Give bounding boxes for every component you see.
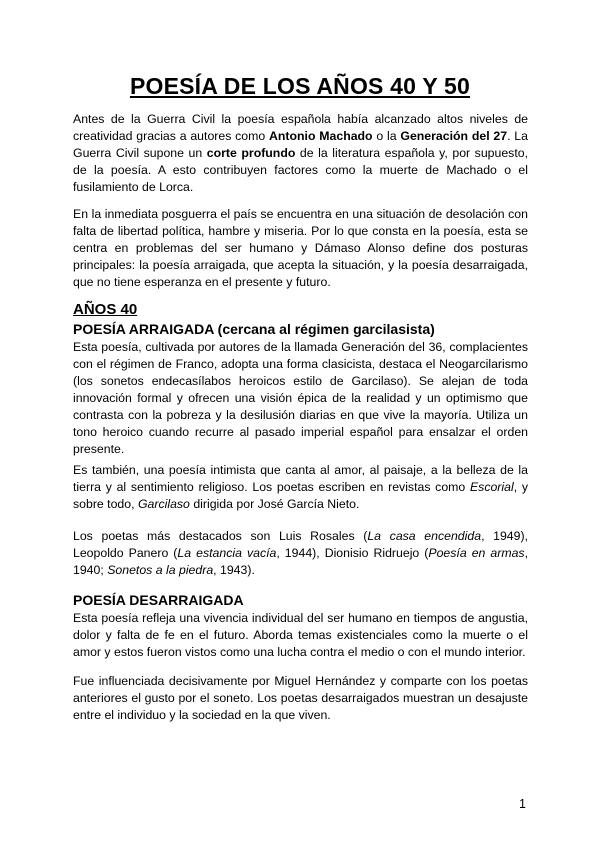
text-run: Es también, una poesía intimista que canta al amor, al paisaje, a la belleza de la tierra y al sentimiento religioso. Los poetas escriben en revistas como [73,463,528,494]
italic-text: La casa encendida [367,529,482,543]
desarraigada-paragraph-1: Esta poesía refleja una vivencia individual del ser humano en tiempos de angustia, dolor y falta de fe en el futuro. Aborda temas existenciales como la muerte o el amor y estos fueron vistos como una lucha contra el medio o con el mundo interior. [73,611,528,659]
italic-text: Escorial [469,480,514,494]
page-title: POESÍA DE LOS AÑOS 40 Y 50 [129,73,471,99]
text-run: , y sobre todo, [73,480,528,511]
bold-text: Generación del 27 [400,129,508,143]
text-run: , 1940; [73,546,528,577]
text-run: , 1949), Leopoldo Panero ( [73,529,528,560]
arraigada-paragraph-3 [73,528,528,579]
page-number: 1 [519,797,526,811]
arraigada-paragraph-2 [73,462,528,513]
text-run: Antes de la Guerra Civil la poesía española había alcanzado altos niveles de creatividad gracias a autores como [73,112,528,143]
intro-paragraph-1 [73,111,528,196]
subheading-poesia-arraigada: POESÍA ARRAIGADA (cercana al régimen garcilasista) [73,321,435,337]
intro-paragraph-2: En la inmediata posguerra el país se encuentra en una situación de desolación con falta de libertad política, hambre y miseria. Por lo que consta en la poesía, esta se centra en problemas del ser humano y Dámaso Alonso define dos posturas principales: la poesía arraigada, que acepta la situación, y la poesía desarraigada, que no tiene esperanza en el presente y futuro. [73,207,528,289]
italic-text: Poesía en armas [428,546,525,560]
desarraigada-paragraph-2: Fue influenciada decisivamente por Miguel Hernández y comparte con los poetas anteriores el gusto por el soneto. Los poetas desarraigados muestran un desajuste entre el individuo y la sociedad en la que viven. [73,674,528,722]
italic-text: Garcilaso [137,497,190,511]
text-run: de la literatura española y, por supuesto, de la poesía. A esto contribuyen factores como la muerte de Machado o el fusilamiento de Lorca. [73,146,529,194]
italic-text: La estancia vacía [177,546,277,560]
italic-text: Sonetos a la piedra [107,563,214,577]
text-run: . La Guerra Civil supone un [73,129,528,160]
bold-text: Antonio Machado [269,129,373,143]
bold-text: corte profundo [206,146,296,160]
text-run: Los poetas más destacados son Luis Rosales ( [73,529,368,543]
text-run: o la [372,129,401,143]
arraigada-paragraph-1: Esta poesía, cultivada por autores de la llamada Generación del 36, complacientes con el régimen de Franco, adopta una forma clasicista, destaca el Neogarcilarismo (los sonetos endecasílabos heroicos estilo de Garcilaso). Se alejan de toda innovación formal y ofrecen una visión épica de la realidad y un optimismo que contrasta con la pobreza y la desilusión diarias en que vive la mayoría. Utiliza un tono heroico cuando recurre al pasado imperial español para ensalzar el orden presente. [73,340,528,456]
text-run: , 1943). [213,563,255,577]
text-run: , 1944), Dionisio Ridruejo ( [276,546,429,560]
text-run: dirigida por José García Nieto. [189,497,360,511]
subheading-poesia-desarraigada: POESÍA DESARRAIGADA [73,592,244,608]
section-heading-anos-40: AÑOS 40 [73,301,138,318]
